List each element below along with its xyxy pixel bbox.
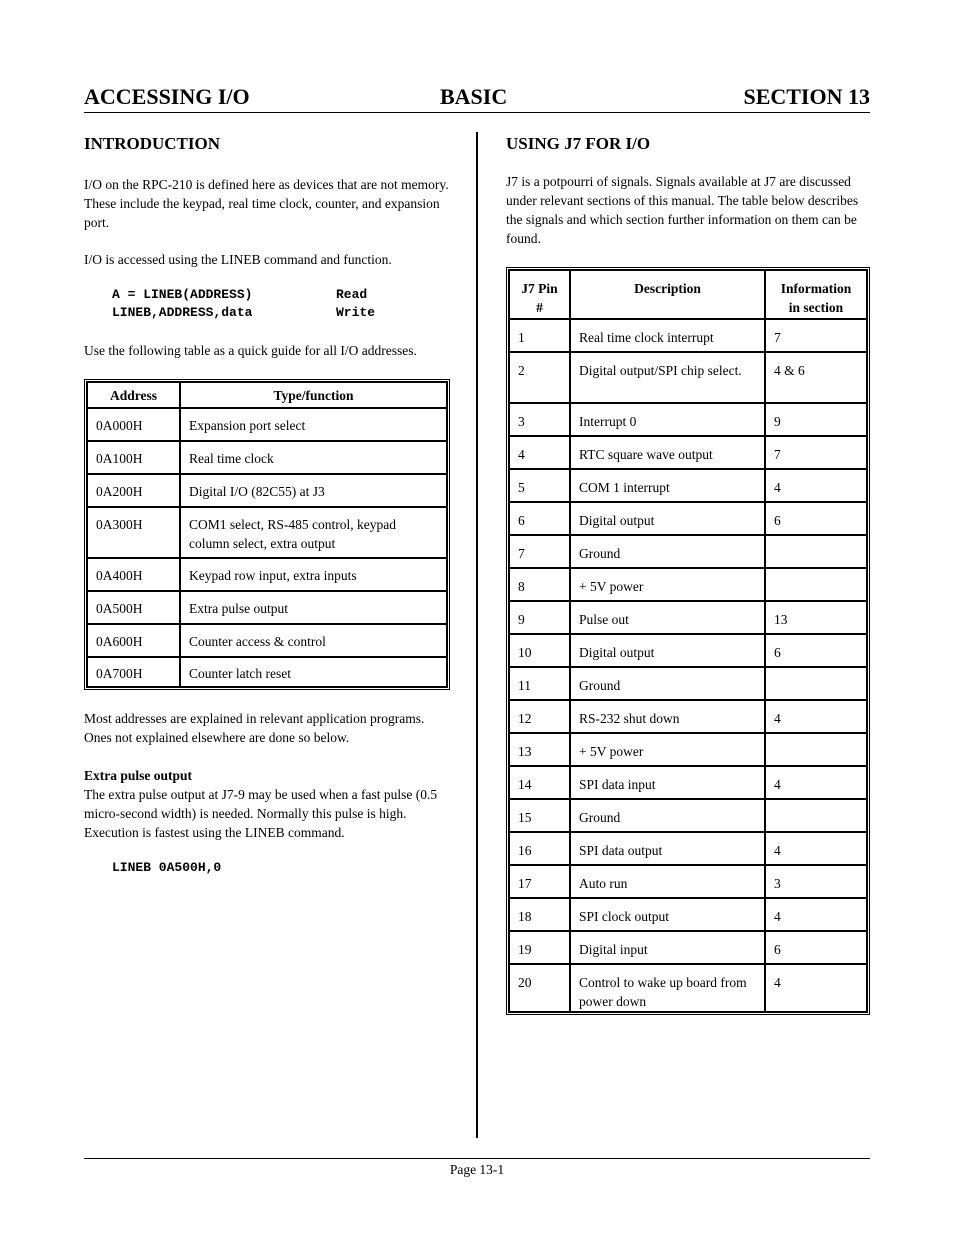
code-example: LINEB 0A500H,0: [112, 860, 222, 875]
table-row: [87, 474, 447, 507]
table-cell: Real time clock: [180, 441, 447, 474]
table-row: [87, 624, 447, 657]
table-row: [509, 865, 867, 898]
table-row: [509, 403, 867, 436]
table-cell: 4: [765, 964, 867, 1012]
table-cell: SPI data input: [570, 766, 765, 799]
table-cell: 0A600H: [87, 624, 180, 657]
table-row: [509, 352, 867, 403]
table-row: [509, 667, 867, 700]
table-row: [87, 507, 447, 558]
column-header: Address: [87, 382, 180, 408]
header-center-title: BASIC: [440, 84, 508, 109]
table-cell: RTC square wave output: [570, 436, 765, 469]
table-cell: 9: [509, 601, 570, 634]
table-cell: 0A500H: [87, 591, 180, 624]
extra-pulse-paragraph: The extra pulse output at J7-9 may be used when a fast pulse (0.5 micro-second width) is needed. Normally this pulse is high. Execution is fastest using the LINEB command.: [84, 787, 438, 840]
table-cell: 6: [765, 502, 867, 535]
table-row: [87, 591, 447, 624]
table-row: [87, 408, 447, 441]
table-row: [87, 657, 447, 687]
j7-heading: USING J7 FOR I/O: [506, 134, 651, 153]
table-row: [509, 469, 867, 502]
table-row: [509, 502, 867, 535]
table-cell: 14: [509, 766, 570, 799]
code-note: Write: [336, 305, 376, 320]
column-divider: [476, 132, 478, 1138]
table-cell: 4: [765, 832, 867, 865]
code-line: [112, 304, 450, 322]
table-cell: 17: [509, 865, 570, 898]
table-row: [509, 832, 867, 865]
table-row: [87, 441, 447, 474]
table-cell: COM 1 interrupt: [570, 469, 765, 502]
intro-paragraph: I/O on the RPC-210 is defined here as devices that are not memory. These include the keypad, real time clock, counter, and expansion port.: [84, 177, 449, 230]
right-column: [506, 132, 870, 1015]
table-row: [87, 558, 447, 591]
extra-pulse-subheading: Extra pulse output: [84, 768, 193, 783]
table-cell: Keypad row input, extra inputs: [180, 558, 447, 591]
code-note: Read: [336, 287, 368, 302]
table-cell: Real time clock interrupt: [570, 319, 765, 352]
table-cell: 1: [509, 319, 570, 352]
table-cell: Digital output: [570, 634, 765, 667]
table-row: [509, 634, 867, 667]
table-cell: 3: [509, 403, 570, 436]
table-cell: Digital output: [570, 502, 765, 535]
table-cell: + 5V power: [570, 733, 765, 766]
table-row: [509, 931, 867, 964]
table-cell: 7: [765, 436, 867, 469]
table-row: [509, 436, 867, 469]
table-cell: Interrupt 0: [570, 403, 765, 436]
table-cell: 13: [509, 733, 570, 766]
table-cell: 20: [509, 964, 570, 1012]
column-header: Information in section: [765, 270, 867, 319]
table-cell: 0A300H: [87, 507, 180, 558]
table-cell: 19: [509, 931, 570, 964]
table-cell: 0A100H: [87, 441, 180, 474]
footer-rule: [84, 1158, 870, 1159]
table-cell: Digital input: [570, 931, 765, 964]
column-header: Type/function: [180, 382, 447, 408]
table-row: [509, 733, 867, 766]
table-cell: 0A200H: [87, 474, 180, 507]
table-cell: Expansion port select: [180, 408, 447, 441]
table-row: [509, 766, 867, 799]
table-cell: 4: [765, 898, 867, 931]
table-row: [509, 319, 867, 352]
table-cell: SPI data output: [570, 832, 765, 865]
code-block: [112, 286, 450, 322]
table-cell: 8: [509, 568, 570, 601]
table-cell: Control to wake up board from power down: [570, 964, 765, 1012]
table-cell: 4: [765, 766, 867, 799]
table-cell: 0A000H: [87, 408, 180, 441]
page-number: Page 13-1: [449, 1162, 505, 1177]
table-cell: 13: [765, 601, 867, 634]
table-cell: COM1 select, RS-485 control, keypad column select, extra output: [180, 507, 447, 558]
table-cell: Digital output/SPI chip select.: [570, 352, 765, 403]
address-table: [84, 379, 450, 690]
table-cell: [765, 568, 867, 601]
table-cell: + 5V power: [570, 568, 765, 601]
table-cell: 9: [765, 403, 867, 436]
table-cell: 4: [765, 700, 867, 733]
table-cell: 4: [509, 436, 570, 469]
table-cell: 16: [509, 832, 570, 865]
table-row: [509, 700, 867, 733]
addresses-paragraph: Most addresses are explained in relevant application programs. Ones not explained elsewhere are done so below.: [84, 711, 425, 745]
table-cell: RS-232 shut down: [570, 700, 765, 733]
table-row: [509, 601, 867, 634]
table-cell: 3: [765, 865, 867, 898]
table-cell: 7: [509, 535, 570, 568]
column-header: J7 Pin #: [509, 270, 570, 319]
table-cell: [765, 535, 867, 568]
table-cell: Ground: [570, 535, 765, 568]
table-header-row: [87, 382, 447, 408]
table-row: [509, 535, 867, 568]
header-rule: [84, 112, 870, 113]
table-cell: Digital I/O (82C55) at J3: [180, 474, 447, 507]
table-cell: 0A700H: [87, 657, 180, 687]
column-header: Description: [570, 270, 765, 319]
table-cell: 12: [509, 700, 570, 733]
table-cell: Ground: [570, 667, 765, 700]
table-cell: 0A400H: [87, 558, 180, 591]
table-cell: 7: [765, 319, 867, 352]
table-cell: 11: [509, 667, 570, 700]
code-line: [112, 286, 450, 304]
table-cell: [765, 733, 867, 766]
table-cell: [765, 667, 867, 700]
table-row: [509, 898, 867, 931]
code-statement: A = LINEB(ADDRESS): [112, 287, 253, 302]
table-cell: Counter latch reset: [180, 657, 447, 687]
left-column: [84, 132, 450, 877]
table-cell: 6: [765, 634, 867, 667]
j7-intro-paragraph: J7 is a potpourri of signals. Signals available at J7 are discussed under relevant sections of this manual. The table below describes the signals and which section further information on them can be found.: [506, 174, 859, 246]
table-cell: Ground: [570, 799, 765, 832]
table-row: [509, 799, 867, 832]
table-cell: 6: [765, 931, 867, 964]
table-cell: Pulse out: [570, 601, 765, 634]
table-guide-paragraph: Use the following table as a quick guide for all I/O addresses.: [84, 343, 417, 358]
j7-pin-table: [506, 267, 870, 1015]
table-row: [509, 568, 867, 601]
lineb-paragraph: I/O is accessed using the LINEB command and function.: [84, 252, 392, 267]
table-cell: 10: [509, 634, 570, 667]
table-cell: [765, 799, 867, 832]
table-cell: Auto run: [570, 865, 765, 898]
table-cell: 6: [509, 502, 570, 535]
table-row: [509, 964, 867, 1012]
header-left-title: ACCESSING I/O: [84, 84, 250, 109]
code-statement: LINEB,ADDRESS,data: [112, 305, 253, 320]
table-cell: 5: [509, 469, 570, 502]
table-cell: Extra pulse output: [180, 591, 447, 624]
table-header-row: [509, 270, 867, 319]
table-cell: 4 & 6: [765, 352, 867, 403]
table-cell: 2: [509, 352, 570, 403]
table-cell: 15: [509, 799, 570, 832]
table-cell: 18: [509, 898, 570, 931]
table-cell: SPI clock output: [570, 898, 765, 931]
header-right-title: SECTION 13: [743, 84, 870, 109]
table-cell: 4: [765, 469, 867, 502]
table-cell: Counter access & control: [180, 624, 447, 657]
introduction-heading: INTRODUCTION: [84, 134, 221, 153]
